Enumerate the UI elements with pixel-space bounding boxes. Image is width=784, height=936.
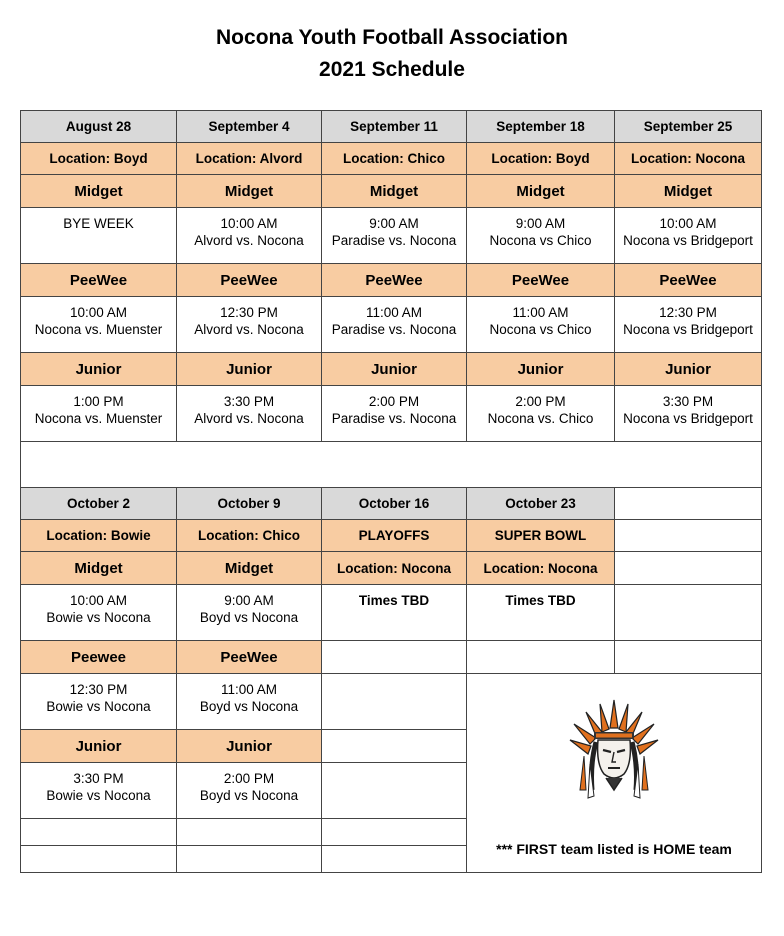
game-cell — [615, 297, 762, 353]
midget-game-row — [21, 585, 762, 641]
location-cell: Location: Nocona — [322, 552, 467, 585]
times-tbd-cell — [467, 585, 615, 641]
game-cell — [467, 208, 615, 264]
game-cell — [21, 208, 177, 264]
game-cell — [177, 763, 322, 819]
division-label: Midget — [177, 175, 322, 208]
empty-cell — [177, 819, 322, 846]
date-cell: October 23 — [467, 488, 615, 520]
game-cell — [21, 674, 177, 730]
division-label: Midget — [21, 552, 177, 585]
division-label: Junior — [177, 730, 322, 763]
division-label: PeeWee — [467, 264, 615, 297]
times-tbd-cell — [322, 585, 467, 641]
logo-note-cell — [467, 674, 762, 873]
date-cell: September 11 — [322, 111, 467, 143]
game-matchup: Alvord vs. Nocona — [194, 233, 304, 248]
empty-cell — [615, 552, 762, 585]
game-matchup: Nocona vs. Chico — [487, 411, 594, 426]
empty-cell — [177, 846, 322, 873]
game-cell — [177, 386, 322, 442]
game-time: 2:00 PM — [368, 394, 420, 409]
game-cell — [322, 386, 467, 442]
division-label: PeeWee — [322, 264, 467, 297]
times-tbd: Times TBD — [358, 593, 430, 608]
empty-cell — [21, 846, 177, 873]
game-time: 12:30 PM — [220, 305, 278, 320]
game-cell — [177, 297, 322, 353]
event-cell: SUPER BOWL — [467, 520, 615, 552]
division-label: Midget — [615, 175, 762, 208]
game-time: 10:00 AM — [69, 593, 128, 608]
game-time: 9:00 AM — [515, 216, 566, 231]
game-matchup: Nocona vs Chico — [489, 233, 592, 248]
empty-cell — [615, 585, 762, 641]
game-time: 9:00 AM — [224, 593, 274, 608]
location-row — [21, 143, 762, 175]
midget-header-row — [21, 175, 762, 208]
division-label: Midget — [467, 175, 615, 208]
schedule-table-october — [20, 487, 762, 873]
division-label: Junior — [322, 353, 467, 386]
game-time: 3:30 PM — [662, 394, 714, 409]
date-cell: August 28 — [21, 111, 177, 143]
game-cell — [21, 386, 177, 442]
date-row — [21, 111, 762, 143]
division-label: Midget — [322, 175, 467, 208]
empty-cell — [467, 641, 615, 674]
game-time: 3:30 PM — [73, 771, 124, 786]
division-label: PeeWee — [177, 641, 322, 674]
game-time: 9:00 AM — [369, 216, 419, 231]
home-team-note: *** FIRST team listed is HOME team — [496, 841, 732, 857]
game-cell — [177, 208, 322, 264]
game-cell — [177, 585, 322, 641]
location-cell: Location: Boyd — [467, 143, 615, 175]
empty-cell — [322, 846, 467, 873]
game-cell — [615, 208, 762, 264]
location-cell: Location: Nocona — [615, 143, 762, 175]
page-title: Nocona Youth Football Association — [216, 26, 568, 49]
division-label: PeeWee — [177, 264, 322, 297]
empty-cell — [21, 819, 177, 846]
schedule-table-august-september — [20, 110, 762, 509]
location-cell: Location: Chico — [322, 143, 467, 175]
empty-cell — [322, 730, 467, 763]
native-chief-headdress-icon — [566, 694, 662, 806]
date-cell: October 16 — [322, 488, 467, 520]
game-time: 11:00 AM — [365, 305, 423, 320]
game-matchup: Bowie vs Nocona — [46, 610, 151, 625]
game-time: 12:30 PM — [659, 305, 717, 320]
empty-cell — [615, 520, 762, 552]
game-matchup: Boyd vs Nocona — [199, 788, 299, 803]
game-matchup: Alvord vs. Nocona — [194, 411, 304, 426]
game-matchup: Paradise vs. Nocona — [331, 322, 457, 337]
game-matchup: Paradise vs. Nocona — [331, 233, 457, 248]
game-time: BYE WEEK — [63, 216, 134, 231]
division-label: PeeWee — [615, 264, 762, 297]
game-matchup: Nocona vs. Muenster — [34, 322, 163, 337]
date-cell: September 25 — [615, 111, 762, 143]
division-label: Junior — [615, 353, 762, 386]
empty-cell — [322, 819, 467, 846]
game-time: 2:00 PM — [223, 771, 275, 786]
game-matchup: Nocona vs. Muenster — [34, 411, 163, 426]
division-label: PeeWee — [21, 264, 177, 297]
game-matchup: Nocona vs Bridgeport — [623, 322, 753, 337]
game-cell — [21, 585, 177, 641]
game-cell — [467, 297, 615, 353]
game-matchup: Bowie vs Nocona — [46, 699, 151, 714]
empty-cell — [322, 763, 467, 819]
game-matchup: Boyd vs Nocona — [199, 610, 299, 625]
game-time: 3:30 PM — [223, 394, 275, 409]
game-cell — [467, 386, 615, 442]
game-matchup: Nocona vs Bridgeport — [623, 233, 753, 248]
division-label: Peewee — [21, 641, 177, 674]
game-matchup: Nocona vs Bridgeport — [623, 411, 753, 426]
game-cell — [615, 386, 762, 442]
division-label: Midget — [177, 552, 322, 585]
division-label: Junior — [21, 353, 177, 386]
junior-game-row — [21, 386, 762, 442]
game-matchup: Alvord vs. Nocona — [194, 322, 304, 337]
game-cell — [322, 297, 467, 353]
game-cell — [322, 208, 467, 264]
date-cell: September 18 — [467, 111, 615, 143]
game-time: 12:30 PM — [69, 682, 128, 697]
empty-cell — [615, 488, 762, 520]
game-time: 11:00 AM — [512, 305, 569, 320]
game-matchup: Bowie vs Nocona — [46, 788, 151, 803]
page-subtitle: 2021 Schedule — [319, 58, 465, 81]
division-label: Junior — [177, 353, 322, 386]
midget-header-row — [21, 552, 762, 585]
location-cell: Location: Alvord — [177, 143, 322, 175]
empty-cell — [615, 641, 762, 674]
location-cell: Location: Nocona — [467, 552, 615, 585]
empty-cell — [322, 674, 467, 730]
date-cell: September 4 — [177, 111, 322, 143]
division-label: Junior — [21, 730, 177, 763]
empty-cell — [322, 641, 467, 674]
game-time: 10:00 AM — [659, 216, 717, 231]
peewee-game-row — [21, 674, 762, 730]
game-time: 1:00 PM — [73, 394, 124, 409]
game-matchup: Paradise vs. Nocona — [331, 411, 457, 426]
peewee-game-row — [21, 297, 762, 353]
date-row — [21, 488, 762, 520]
times-tbd: Times TBD — [505, 593, 576, 608]
junior-header-row — [21, 353, 762, 386]
game-time: 11:00 AM — [220, 682, 278, 697]
game-time: 10:00 AM — [69, 305, 128, 320]
division-label: Junior — [467, 353, 615, 386]
game-cell — [177, 674, 322, 730]
game-cell — [21, 763, 177, 819]
date-cell: October 9 — [177, 488, 322, 520]
location-row — [21, 520, 762, 552]
midget-game-row — [21, 208, 762, 264]
game-cell — [21, 297, 177, 353]
date-cell: October 2 — [21, 488, 177, 520]
location-cell: Location: Chico — [177, 520, 322, 552]
division-label: Midget — [21, 175, 177, 208]
location-cell: Location: Boyd — [21, 143, 177, 175]
game-time: 2:00 PM — [515, 394, 566, 409]
team-logo — [467, 694, 761, 810]
peewee-header-row — [21, 264, 762, 297]
game-time: 10:00 AM — [220, 216, 278, 231]
location-cell: Location: Bowie — [21, 520, 177, 552]
peewee-header-row — [21, 641, 762, 674]
event-cell: PLAYOFFS — [322, 520, 467, 552]
game-matchup: Nocona vs Chico — [489, 322, 592, 337]
game-matchup: Boyd vs Nocona — [199, 699, 299, 714]
